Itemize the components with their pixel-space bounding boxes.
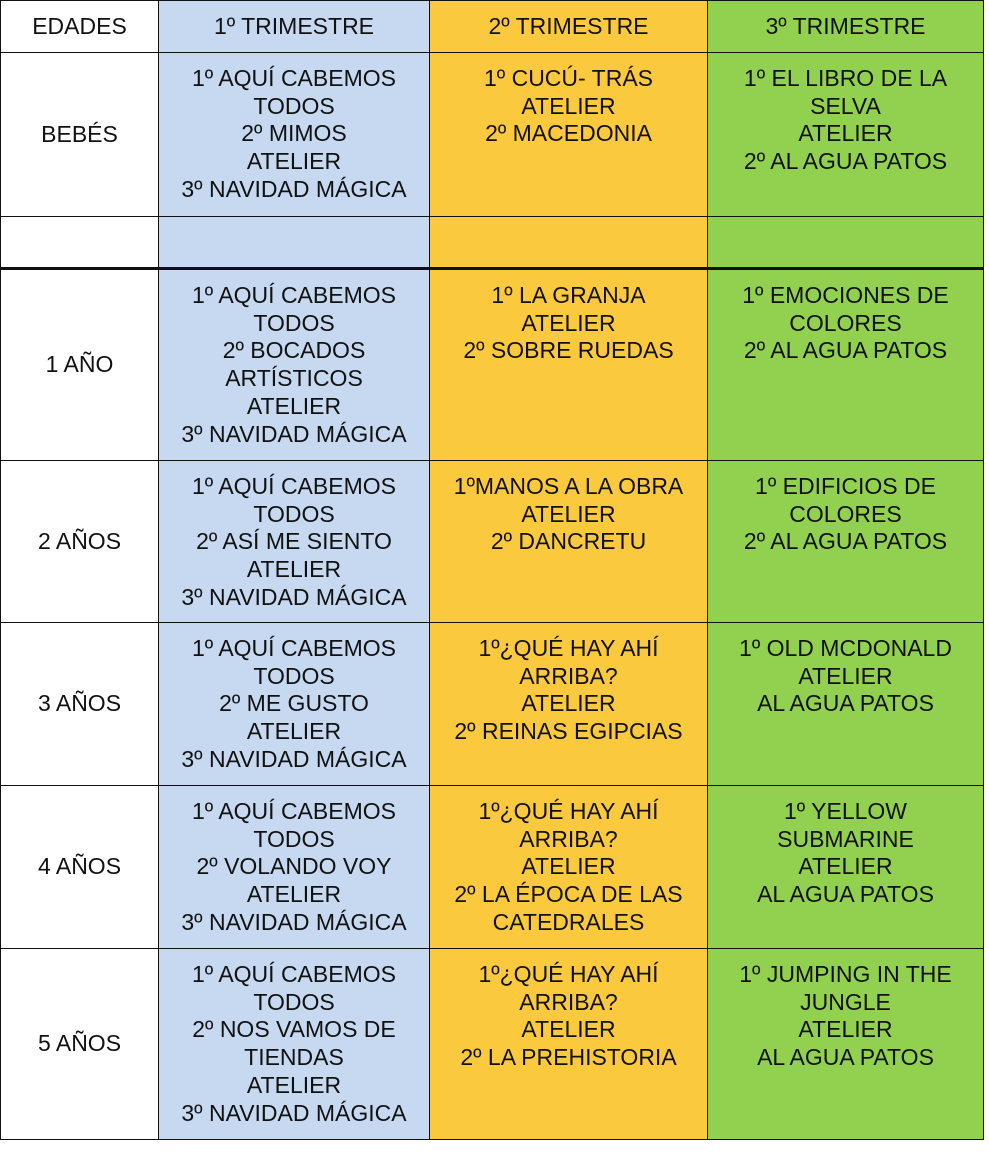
row-bebes [1,53,984,217]
activity-line: 1ºMANOS A LA OBRA [453,473,684,499]
activity-line: 2º VOLANDO VOY [196,853,392,880]
cell-trimestre-2 [430,949,708,1140]
activity-line: 1º AQUÍ CABEMOS [192,282,396,308]
cell-trimestre-1 [159,269,430,461]
activity-line: ATELIER [798,662,893,689]
activity-line: COLORES [789,500,902,527]
row-5-anos [1,949,984,1140]
activity-line: 2º REINAS EGIPCIAS [454,718,683,745]
activity-line: AL AGUA PATOS [757,690,934,717]
cell-trimestre-1 [159,623,430,786]
activity-line: TODOS [253,500,335,527]
activity-line: 1º AQUÍ CABEMOS [192,473,396,499]
activity-line: TODOS [253,92,335,119]
row-1-ano [1,269,984,461]
activity-line: ATELIER [521,500,616,527]
cell-trimestre-3 [708,461,984,623]
age-label: 1 AÑO [1,269,159,461]
row-3-anos [1,623,984,786]
activity-line: 1º OLD MCDONALD [739,635,952,661]
activity-line: 1º EDIFICIOS DE [755,473,936,499]
activity-line: 3º NAVIDAD MÁGICA [181,420,407,447]
activity-line: 2º MACEDONIA [485,120,652,147]
spacer-cell [708,217,984,269]
activity-line: ATELIER [521,309,616,336]
activity-line: ATELIER [246,718,342,745]
activity-line: 2º AL AGUA PATOS [743,148,948,175]
activity-line: ATELIER [246,556,342,583]
cell-trimestre-2 [430,269,708,461]
activity-line: 2º SOBRE RUEDAS [463,337,674,364]
header-row [1,1,984,53]
spacer-cell [430,217,708,269]
cell-trimestre-2 [430,786,708,949]
activity-line: 3º NAVIDAD MÁGICA [181,1099,407,1126]
activity-line: TODOS [253,825,335,852]
activity-line: SELVA [810,92,881,119]
spacer-cell [1,217,159,269]
activity-line: ARRIBA? [519,662,618,689]
cell-trimestre-2 [430,623,708,786]
cell-trimestre-1 [159,949,430,1140]
activity-line: ATELIER [521,1016,616,1043]
activity-line: ATELIER [798,1016,893,1043]
activity-line: 2º ME GUSTO [219,690,369,717]
activity-line: 1º AQUÍ CABEMOS [192,65,396,91]
cell-trimestre-1 [159,786,430,949]
activity-line: 3º NAVIDAD MÁGICA [181,175,407,202]
activity-line: 2º ASÍ ME SIENTO [196,528,392,555]
activity-line: 1º JUMPING IN THE [739,961,952,987]
cell-trimestre-2 [430,461,708,623]
activity-line: 2º LA PREHISTORIA [460,1044,677,1071]
header-ages: EDADES [1,1,159,53]
activity-line: TODOS [253,988,335,1015]
activity-line: ATELIER [246,148,342,175]
activity-line: ARRIBA? [519,988,618,1015]
activity-line: AL AGUA PATOS [757,1044,934,1071]
header-trimestre-1: 1º TRIMESTRE [159,1,430,53]
activity-line: 2º LA ÉPOCA DE LAS [454,881,683,908]
activity-line: 1º LA GRANJA [491,282,646,308]
activity-line: ARRIBA? [519,825,618,852]
activity-line: 1º EMOCIONES DE [742,282,949,308]
activity-line: 3º NAVIDAD MÁGICA [181,745,407,772]
activity-line: ATELIER [521,853,616,880]
cell-trimestre-3 [708,53,984,217]
cell-trimestre-3 [708,623,984,786]
activity-line: TIENDAS [244,1044,344,1071]
activity-line: COLORES [789,309,902,336]
activity-line: ATELIER [246,1071,342,1098]
activity-line: 2º DANCRETU [490,528,647,555]
activity-line: 1º¿QUÉ HAY AHÍ [478,961,659,987]
activity-line: AL AGUA PATOS [757,881,934,908]
activity-line: TODOS [253,309,335,336]
activity-line: ATELIER [246,881,342,908]
spacer-cell [159,217,430,269]
activity-line: ATELIER [798,853,893,880]
age-label: 3 AÑOS [1,623,159,786]
activity-line: 1º YELLOW [783,798,908,824]
cell-trimestre-1 [159,461,430,623]
activity-line: ATELIER [246,392,342,419]
activity-line: SUBMARINE [777,825,914,852]
activity-line: 1º EL LIBRO DE LA [743,65,948,91]
activity-line: 2º AL AGUA PATOS [743,337,948,364]
activity-line: ATELIER [521,92,616,119]
cell-trimestre-1 [159,53,430,217]
row-2-anos [1,461,984,623]
cell-trimestre-3 [708,949,984,1140]
age-label: 4 AÑOS [1,786,159,949]
activity-line: 3º NAVIDAD MÁGICA [181,908,407,935]
activity-line: 1º¿QUÉ HAY AHÍ [478,635,659,661]
activity-line: 1º AQUÍ CABEMOS [192,635,396,661]
age-label: BEBÉS [1,53,159,217]
cell-trimestre-2 [430,53,708,217]
row-4-anos [1,786,984,949]
age-label: 5 AÑOS [1,949,159,1140]
activity-line: 2º NOS VAMOS DE [192,1016,396,1043]
header-trimestre-2: 2º TRIMESTRE [430,1,708,53]
activity-line: 1º¿QUÉ HAY AHÍ [478,798,659,824]
header-trimestre-3: 3º TRIMESTRE [708,1,984,53]
cell-trimestre-3 [708,786,984,949]
activity-line: JUNGLE [800,988,891,1015]
activity-line: 2º MIMOS [241,120,347,147]
activity-line: 1º AQUÍ CABEMOS [192,798,396,824]
age-label: 2 AÑOS [1,461,159,623]
activity-line: 1º CUCÚ- TRÁS [484,65,653,91]
activity-line: 1º AQUÍ CABEMOS [192,961,396,987]
activity-line: ARTÍSTICOS [225,365,363,392]
activity-line: 2º AL AGUA PATOS [743,528,948,555]
activity-line: TODOS [253,662,335,689]
row-spacer [1,217,984,269]
activity-line: ATELIER [798,120,893,147]
cell-trimestre-3 [708,269,984,461]
activity-line: 2º BOCADOS [222,337,366,364]
activity-line: CATEDRALES [492,908,645,935]
activity-line: 3º NAVIDAD MÁGICA [181,583,407,610]
activity-line: ATELIER [521,690,616,717]
